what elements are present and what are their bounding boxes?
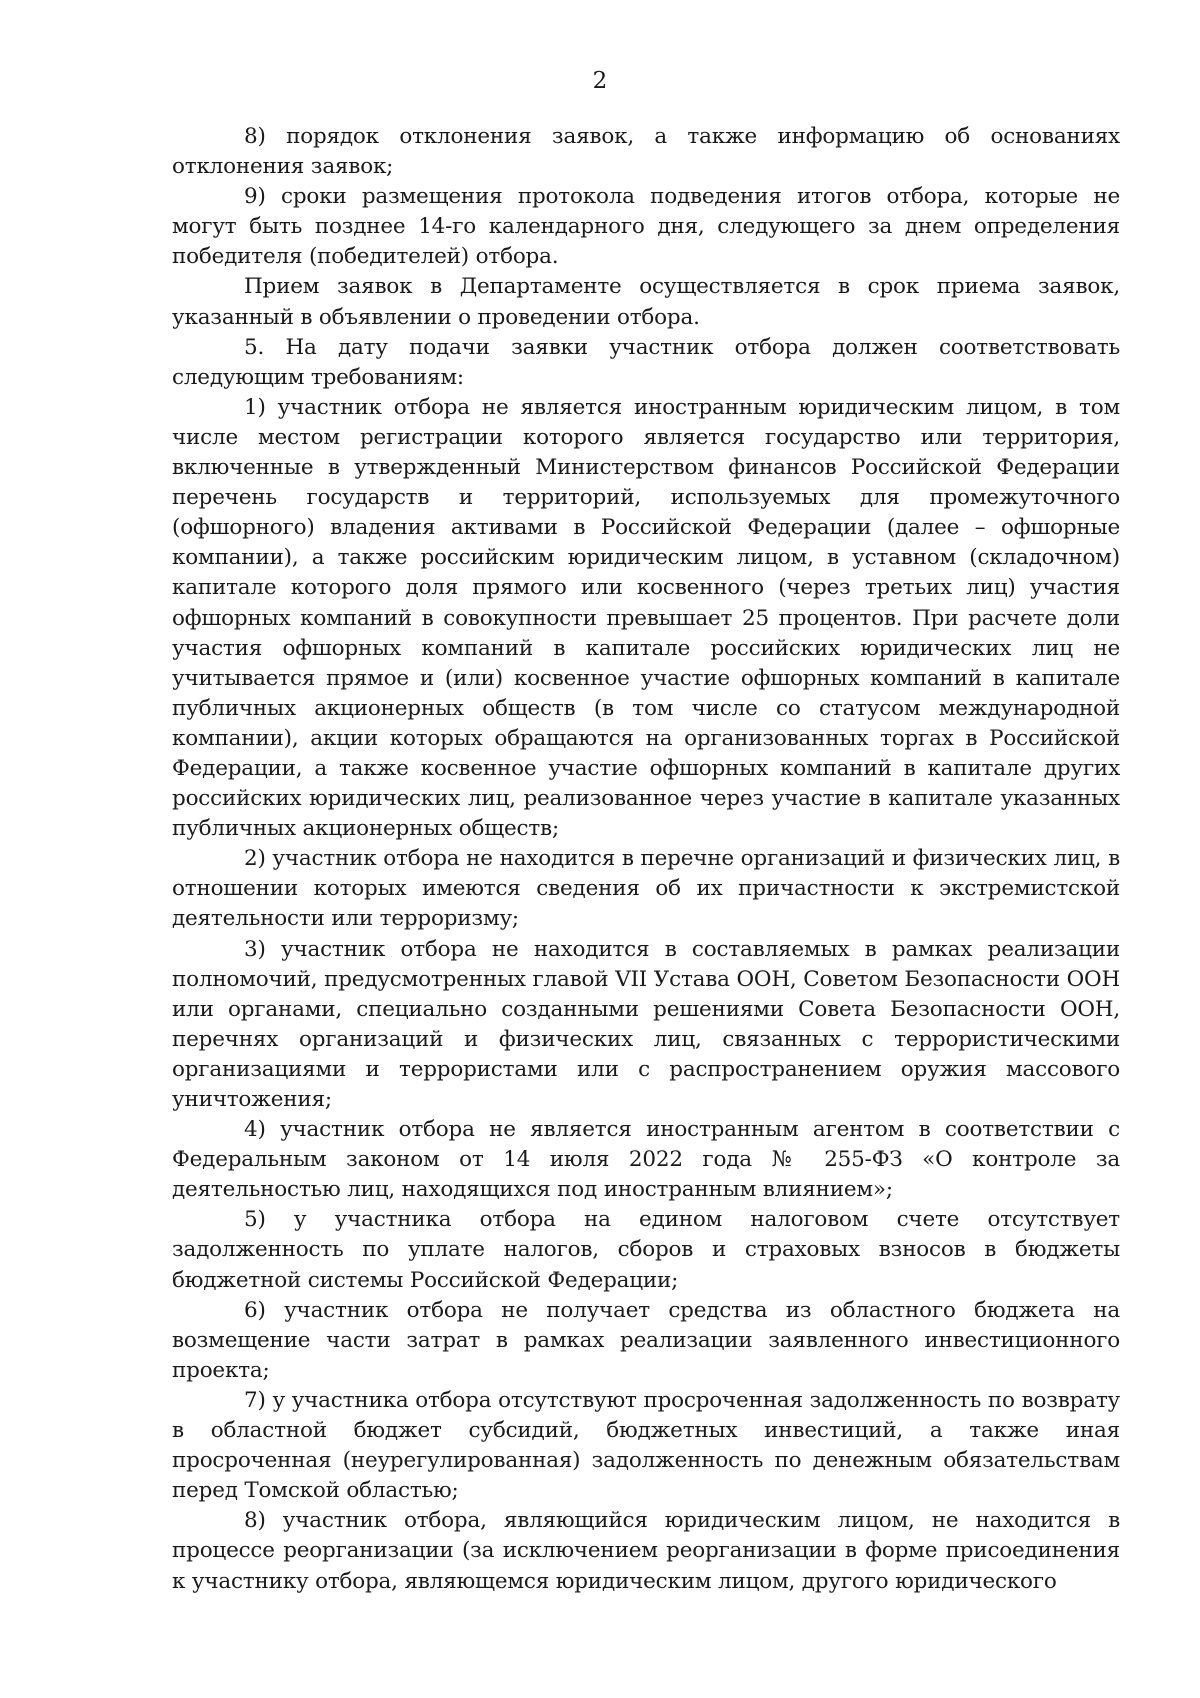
paragraph-requirement-8: 8) участник отбора, являющийся юридическим лицом, не находится в процессе реорганизации (за исключением реорганизации в форме присоединения к участнику отбора, являющемся юридическим лицом, другого юридического — [172, 1508, 1120, 1594]
document-body — [172, 122, 1120, 1597]
paragraph-requirement-5: 5) у участника отбора на едином налоговом счете отсутствует задолженность по уплате налогов, сборов и страховых взносов в бюджеты бюджетной системы Российской Федерации; — [172, 1207, 1120, 1293]
page-number: 2 — [592, 68, 608, 94]
paragraph-section-5: 5. На дату подачи заявки участник отбора должен соответствовать следующим требованиям: — [172, 334, 1120, 390]
paragraph-requirement-4: 4) участник отбора не является иностранным агентом в соответствии с Федеральным законом от 14 июля 2022 года № 255-ФЗ «О контроле за деятельностью лиц, находящихся под иностранным влиянием»; — [172, 1117, 1120, 1203]
paragraph-application-intake: Прием заявок в Департаменте осуществляется в срок приема заявок, указанный в объявлении о проведении отбора. — [172, 274, 1120, 330]
paragraph-requirement-6: 6) участник отбора не получает средства из областного бюджета на возмещение части затрат в рамках реализации заявленного инвестиционного проекта; — [172, 1297, 1120, 1383]
paragraph-item-9-protocol: 9) сроки размещения протокола подведения итогов отбора, которые не могут быть позднее 14-го календарного дня, следующего за днем определения победителя (победителей) отбора. — [172, 184, 1120, 270]
paragraph-item-8-rejection: 8) порядок отклонения заявок, а также информацию об основаниях отклонения заявок; — [172, 124, 1120, 180]
paragraph-requirement-1: 1) участник отбора не является иностранным юридическим лицом, в том числе местом регистрации которого является государство или территория, включенные в утвержденный Министерством финансов Российской Федерации перечень государств и территорий, используемых для промежуточного (офшорного) владения активами в Российской Федерации (далее – офшорные компании), а также российским юридическим лицом, в уставном (складочном) капитале которого доля прямого или косвенного (через третьих лиц) участия офшорных компаний в совокупности превышает 25 процентов. При расчете доли участия офшорных компаний в капитале российских юридических лиц не учитывается прямое и (или) косвенное участие офшорных компаний в капитале публичных акционерных обществ (в том числе со статусом международной компании), акции которых обращаются на организованных торгах в Российской Федерации, а также косвенное участие офшорных компаний в капитале других российских юридических лиц, реализованное через участие в капитале указанных публичных акционерных обществ; — [172, 394, 1120, 842]
paragraph-requirement-2: 2) участник отбора не находится в перечне организаций и физических лиц, в отношении которых имеются сведения об их причастности к экстремистской деятельности или терроризму; — [172, 846, 1120, 932]
paragraph-requirement-3: 3) участник отбора не находится в составляемых в рамках реализации полномочий, предусмотренных главой VII Устава ООН, Советом Безопасности ООН или органами, специально созданными решениями Совета Безопасности ООН, перечнях организаций и физических лиц, связанных с террористическими организациями и террористами или с распространением оружия массового уничтожения; — [172, 936, 1120, 1112]
paragraph-requirement-7: 7) у участника отбора отсутствуют просроченная задолженность по возврату в областной бюджет субсидий, бюджетных инвестиций, а также иная просроченная (неурегулированная) задолженность по денежным обязательствам перед Томской областью; — [172, 1387, 1120, 1504]
